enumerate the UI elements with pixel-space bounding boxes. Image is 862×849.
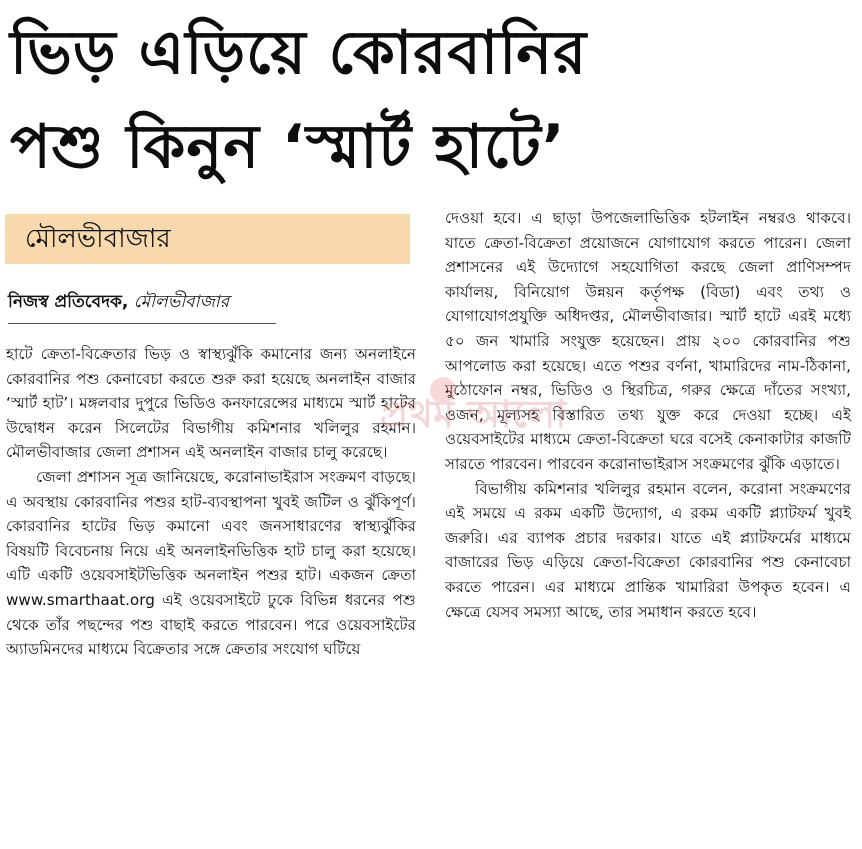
paragraph: হাটে ক্রেতা-বিক্রেতার ভিড় ও স্বাস্থ্যঝুঁকি কমানোর জন্য অনলাইনে কোরবানির পশু কেনাবেচা করতে শুরু করা হয়েছে অনলাইন বাজার ‘স্মার্ট হাট’। মঙ্গলবার দুপুরে ভিডিও কনফারেন্সের মাধ্যমে স্মার্ট হাটের উদ্বোধন করেন সিলেটের বিভাগীয় কমিশনার খলিলুর রহমান। মৌলভীবাজার জেলা প্রশাসন এই অনলাইন বাজার চালু করেছে। [6, 345, 416, 462]
byline-divider [8, 323, 276, 324]
headline [10, 6, 855, 194]
watermark-text: প্রথম আলো [380, 392, 567, 436]
paragraph: জেলা প্রশাসন সূত্র জানিয়েছে, করোনাভাইরাস সংক্রমণ বাড়ছে। এ অবস্থায় কোরবানির পশুর হাট-ব্যবস্থাপনা খুবই জটিল ও ঝুঁকিপূর্ণ। কোরবানির হাটের ভিড় কমানো এবং জনসাধারণের স্বাস্থ্যঝুঁকির বিষয়টি বিবেচনায় নিয়ে এই অনলাইনভিত্তিক হাট চালু করা হয়েছে। এটি একটি ওয়েবসাইটভিত্তিক অনলাইন পশুর হাট। একজন ক্রেতা www.smarthaat.org এই ওয়েবসাইটে ঢুকে বিভিন্ন ধরনের পশু থেকে তাঁর পছন্দের পশু বাছাই করতে পারবেন। পরে ওয়েবসাইটের অ্যাডমিনদের মাধ্যমে বিক্রেতার সঙ্গে ক্রেতার সংযোগ ঘটিয়ে [6, 467, 416, 659]
article-column-right [445, 206, 851, 624]
paragraph: বিভাগীয় কমিশনার খলিলুর রহমান বলেন, করোনা সংক্রমণের এই সময়ে এ রকম একটি উদ্যোগ, এ রকম একটি প্ল্যাটফর্ম খুবই জরুরি। এর ব্যাপক প্রচার দরকার। যাতে এই প্ল্যাটফর্মের মাধ্যমে বাজারের ভিড় এড়িয়ে ক্রেতা-বিক্রেতা কোরবানির পশু কেনাবেচা করতে পারেন। এর মাধ্যমে প্রান্তিক খামারিরা উপকৃত হবেন। এ ক্ষেত্রে যেসব সমস্যা আছে, তার সমাধান করতে হবে। [445, 479, 851, 621]
byline-place: মৌলভীবাজার [133, 292, 230, 312]
dateline-box: মৌলভীবাজার [5, 214, 410, 264]
byline [8, 290, 278, 314]
paragraph: দেওয়া হবে। এ ছাড়া উপজেলাভিত্তিক হটলাইন নম্বরও থাকবে। যাতে ক্রেতা-বিক্রেতা প্রয়োজনে যোগাযোগ করতে পারেন। জেলা প্রশাসনের এই উদ্যোগে সহযোগিতা করছে জেলা প্রাণিসম্পদ কার্যালয়, বিনিয়োগ উন্নয়ন কর্তৃপক্ষ (বিডা) এবং তথ্য ও যোগাযোগপ্রযুক্তি অধিদপ্তর, মৌলভীবাজার। স্মার্ট হাটে এরই মধ্যে ৫০ জন খামারি সংযুক্ত হয়েছেন। প্রায় ২০০ কোরবানির পশু আপলোড করা হয়েছে। এতে পশুর বর্ণনা, খামারিদের নাম-ঠিকানা, মুঠোফোন নম্বর, ভিডিও ও স্থিরচিত্র, গরুর ক্ষেত্রে দাঁতের সংখ্যা, ওজন, মূল্যসহ বিস্তারিত তথ্য যুক্ত করে দেওয়া হচ্ছে। এই ওয়েবসাইটের মাধ্যমে ক্রেতা-বিক্রেতা ঘরে বসেই কেনাকাটার কাজটি সারতে পারবেন। পারবেন করোনাভাইরাস সংক্রমণের ঝুঁকি এড়াতে। [445, 209, 851, 473]
article-column-left [6, 342, 416, 662]
headline-line-2: পশু কিনুন ‘স্মার্ট হাটে’ [10, 112, 566, 182]
headline-line-1: ভিড় এড়িয়ে কোরবানির [10, 18, 588, 88]
byline-author: নিজস্ব প্রতিবেদক, [8, 292, 129, 312]
